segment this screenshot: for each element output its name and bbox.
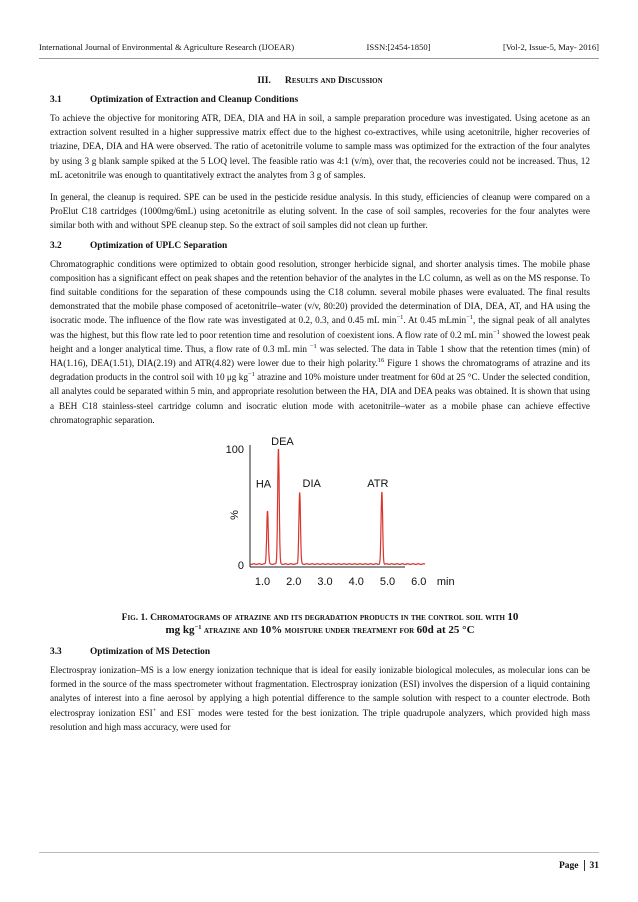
page-content xyxy=(50,75,590,742)
figure-caption: Fig. 1. Chromatograms of atrazine and its degradation products in the control soil with 10 mg $kg^{-1}$ atrazine and 10% moisture under treatment for 60d at 25 °C xyxy=(121,611,519,637)
x-tick-label: 1.0 xyxy=(254,576,271,589)
y-axis-label: % xyxy=(229,510,241,520)
x-axis-label: min xyxy=(436,576,455,589)
page-footer xyxy=(559,860,599,871)
subsection-heading-3-1: 3.1 Optimization of Extraction and Cleanup Conditions xyxy=(50,95,299,105)
subsection-heading-3-2: 3.2 Optimization of UPLC Separation xyxy=(50,240,228,251)
volume-issue: [Vol-2, Issue-5, May- 2016] xyxy=(502,42,599,52)
paragraph: In general, the cleanup is required. SPE can be used in the pesticide residue analysis. In this study, efficiencies of cleanup were compared on a ProElut C18 cartridges (1000mg/6mL) using acetonitrile as eluting solvent. In the case of soil samples, recoveries for the four analytes were similar both with and without SPE cleanup step. So the extract of soil samples did not clean up further. xyxy=(50,192,590,231)
peak-label-dia: DIA xyxy=(302,478,321,491)
x-tick-label: 5.0 xyxy=(379,576,396,589)
page-number: 31 xyxy=(589,860,599,871)
section-title: Results and Discussion xyxy=(284,75,383,86)
issn: ISSN:[2454-1850] xyxy=(366,42,431,52)
x-tick-label: 2.0 xyxy=(286,576,302,589)
paragraph: Chromatographic conditions were optimized to obtain good resolution, stronger herbicide signal, and shorter analysis times. The mobile phase composition has a significant effect on peak shapes and the retention behavior of the analytes in the LC column, as well as on the MS response. To find suitable conditions for the separation of these compounds using the C18 column. several mobile phases were evaluated. The final results demonstrated that the mobile phase composed of acetonitrile–water (v/v, 80:20) provided the determination of DIA, DEA, AT, and HA using the isocratic mode. The influence of the flow rate was investigated at 0.2, 0.3, and 0.45 mL $\min^{-1}$. At 0.45 mLmin$^{-1}$, the signal peak of all analytes was the highest, but this flow rate led to poor retention time and resolution of coexistent ions. A flow rate of 0.2 mL $\min^{-1}$ showed the lowest peak height and a longer analytical time. Thus, a flow rate of 0.3 mL min $^{-1}$ was selected. The data in Table 1 show that the retention times (min) of HA(1.16), DEA(1.51), DIA(2.19) and ATR(4.82) were lower due to their high polarity.$^{16}$ Figure 1 shows the chromatograms of atrazine and its degradation products in the control soil with 10 μg $kg^{-1}$ atrazine and 10% moisture under treatment for 60d at 25 °C. Under the selected condition, all analytes could be separated within 5 min, and appropriate resolution between the HA, DIA and DEA peaks was obtained. It is shown that using a BEH C18 stainless-steel cartridge column and isocratic elution mode with acetonitrile–water as a mobile phase can achieve effective chromatographic separation. xyxy=(50,258,590,425)
y-tick-label: 100 xyxy=(225,444,244,457)
y-tick-label: 0 xyxy=(237,560,244,573)
footer-rule xyxy=(39,852,599,853)
paragraph: To achieve the objective for monitoring ATR, DEA, DIA and HA in soil, a sample preparation procedure was investigated. Using acetone as an extraction solvent resulted in a higher suppressive matrix effect due to the highest co-extractives, while using acetonitrile, higher recoveries of triazine, DEA, DIA and HA were observed. The ratio of acetonitrile volume to sample mass was optimized for the extraction of the four analytes by using 3 g blank sample spiked at the 5 LOQ level. The feasible ratio was 4:1 (v/m), over that, the recoveries could not be increased. Thus, 12 mL acetonitrile was enough to quantitatively extract the analytes from 3 g of samples. xyxy=(50,113,590,180)
page-label: Page xyxy=(558,860,579,871)
paragraph: Electrospray ionization–MS is a low energy ionization technique that is ideal for easily ionizable biological molecules, as molecular ions can be formed in the source of the mass spectrometer without fragmentation. Electrospray ionization (ESI) involves the dispersion of a liquid containing analytes of interest into a fine aerosol by applying a high potential difference to the sample solution with respect to a counter electrode. Both electrospray ionization ESI+ and ESI− modes were tested for the best ionization. The triple quadrupole analyzers, which provided high mass resolution and high mass accuracy, were used for xyxy=(50,665,591,732)
figure-1 xyxy=(50,435,590,603)
chromatogram-chart xyxy=(210,435,455,603)
x-tick-label: 6.0 xyxy=(411,576,427,589)
x-tick-label: 3.0 xyxy=(317,576,333,589)
journal-name: International Journal of Environmental & Agriculture Research (IJOEAR) xyxy=(39,42,295,52)
x-tick-label: 4.0 xyxy=(348,576,364,589)
peak-label-atr: ATR xyxy=(367,478,389,491)
running-header xyxy=(39,42,599,56)
peak-label-dea: DEA xyxy=(271,436,294,449)
chromatogram-trace xyxy=(250,449,425,564)
section-heading xyxy=(50,75,590,86)
peak-label-ha: HA xyxy=(255,478,272,491)
section-number: III. xyxy=(257,75,271,86)
header-rule xyxy=(39,58,599,59)
subsection-heading-3-3: 3.3 Optimization of MS Detection xyxy=(50,647,211,658)
